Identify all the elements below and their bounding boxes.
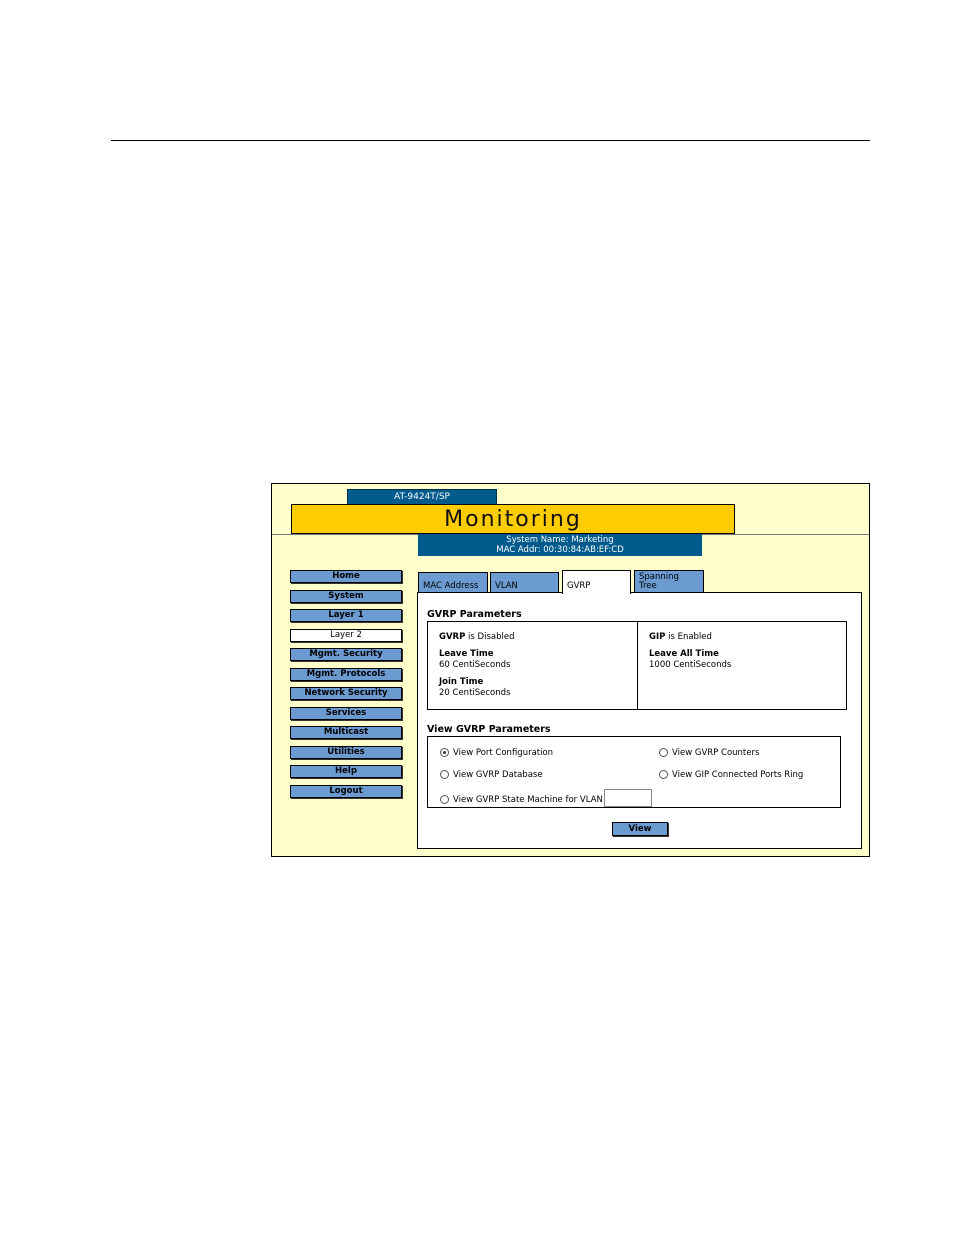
option-port-configuration-label: View Port Configuration bbox=[453, 748, 554, 758]
nav-layer2-button[interactable]: Layer 2 bbox=[290, 629, 402, 642]
view-options-box bbox=[427, 736, 841, 808]
parameters-divider bbox=[637, 622, 638, 709]
model-label: AT-9424T/SP bbox=[347, 489, 497, 505]
nav-mgmt-security-button[interactable]: Mgmt. Security bbox=[290, 648, 402, 661]
nav-system-button[interactable]: System bbox=[290, 590, 402, 603]
radio-gvrp-database[interactable] bbox=[440, 770, 449, 779]
radio-gip-connected-ports-ring[interactable] bbox=[659, 770, 668, 779]
join-time-value: 20 CentiSeconds bbox=[439, 688, 511, 698]
gvrp-parameters-box bbox=[427, 621, 847, 710]
nav-layer1-button[interactable]: Layer 1 bbox=[290, 609, 402, 622]
tab-vlan-label: VLAN bbox=[495, 581, 518, 591]
mac-address: MAC Addr: 00:30:84:AB:EF:CD bbox=[496, 545, 624, 555]
screenshot-frame bbox=[271, 483, 870, 857]
nav-help-button[interactable]: Help bbox=[290, 765, 402, 778]
tab-vlan[interactable] bbox=[490, 572, 559, 592]
page-top-rule bbox=[111, 140, 870, 141]
tab-gvrp-label: GVRP bbox=[567, 581, 591, 591]
leave-time-label: Leave Time bbox=[439, 649, 494, 659]
nav-utilities-button[interactable]: Utilities bbox=[290, 746, 402, 759]
radio-gvrp-counters[interactable] bbox=[659, 748, 668, 757]
view-gvrp-parameters-heading: View GVRP Parameters bbox=[427, 724, 551, 735]
radio-port-configuration[interactable] bbox=[440, 748, 449, 757]
nav-mgmt-protocols-button[interactable]: Mgmt. Protocols bbox=[290, 668, 402, 681]
tab-gvrp[interactable] bbox=[562, 570, 631, 594]
tab-mac-address-label: MAC Address bbox=[423, 581, 479, 591]
gvrp-status-name: GVRP bbox=[439, 632, 466, 642]
page-title: Monitoring bbox=[291, 504, 735, 534]
gvrp-status-value: is Disabled bbox=[465, 632, 515, 642]
radio-gvrp-state-machine[interactable] bbox=[440, 795, 449, 804]
nav-home-button[interactable]: Home bbox=[290, 570, 402, 583]
leave-all-time-label: Leave All Time bbox=[649, 649, 719, 659]
gvrp-panel bbox=[417, 592, 862, 849]
join-time-label: Join Time bbox=[439, 677, 484, 687]
option-gvrp-counters-label: View GVRP Counters bbox=[672, 748, 760, 758]
view-button[interactable]: View bbox=[612, 822, 668, 836]
tab-mac-address[interactable] bbox=[418, 572, 488, 592]
gvrp-parameters-heading: GVRP Parameters bbox=[427, 609, 522, 620]
option-gip-connected-ports-ring-label: View GIP Connected Ports Ring bbox=[672, 770, 804, 780]
system-info bbox=[418, 534, 702, 556]
vlan-id-input[interactable] bbox=[604, 789, 652, 807]
leave-all-time-value: 1000 CentiSeconds bbox=[649, 660, 732, 670]
gip-status bbox=[649, 632, 712, 642]
gip-status-name: GIP bbox=[649, 632, 666, 642]
gvrp-status bbox=[439, 632, 514, 642]
tab-spanning-tree[interactable] bbox=[634, 570, 704, 592]
nav-multicast-button[interactable]: Multicast bbox=[290, 726, 402, 739]
option-gvrp-state-machine-label: View GVRP State Machine for VLAN bbox=[453, 795, 603, 805]
nav-logout-button[interactable]: Logout bbox=[290, 785, 402, 798]
nav-services-button[interactable]: Services bbox=[290, 707, 402, 720]
nav-network-security-button[interactable]: Network Security bbox=[290, 687, 402, 700]
option-gvrp-database-label: View GVRP Database bbox=[453, 770, 543, 780]
gip-status-value: is Enabled bbox=[665, 632, 712, 642]
system-name: System Name: Marketing bbox=[506, 535, 614, 545]
tab-spanning-tree-label: Spanning Tree bbox=[639, 572, 679, 591]
leave-time-value: 60 CentiSeconds bbox=[439, 660, 511, 670]
